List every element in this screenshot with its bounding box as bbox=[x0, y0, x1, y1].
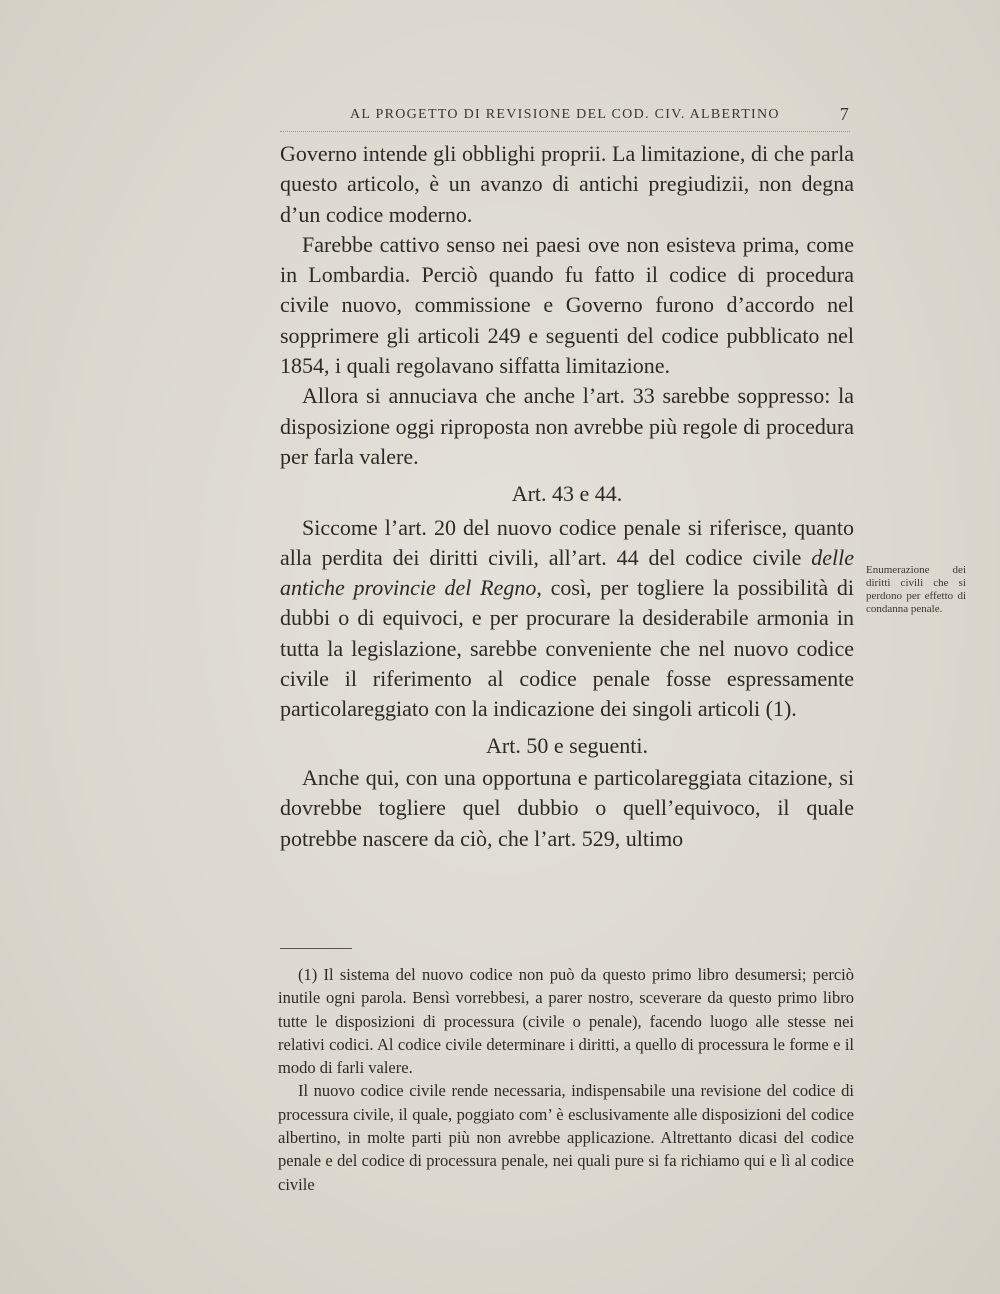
paragraph-2: Farebbe cattivo senso nei paesi ove non esisteva prima, come in Lombardia. Perciò quando fu fatto il codice di procedura civile nuovo, commissione e Governo furono d’accordo nel sopprimere gli articoli 249 e seguenti del codice pubblicato nel 1854, i quali regolavano siffatta limitazione. bbox=[280, 231, 854, 379]
running-header bbox=[278, 104, 850, 130]
footnote-1-continuation: Il nuovo codice civile rende necessaria, indispensabile una revisione del codice di processura civile, il quale, poggiato com’ è esclusivamente alle disposizioni del codice albertino, in molte parti più non avrebbe applicazione. Altrettanto dicasi del codice penale e del codice di processura penale, nei quali pure si fa richiamo qui e lì al codice civile bbox=[278, 1081, 854, 1194]
main-text bbox=[280, 139, 854, 854]
paragraph-4-text-a: Siccome l’art. 20 del nuovo codice penale si riferisce, quanto alla perdita dei diritti civili, all’art. 44 del codice civile bbox=[280, 514, 854, 570]
paragraph-3: Allora si annuciava che anche l’art. 33 sarebbe soppresso: la disposizione oggi riproposta non avrebbe più regole di procedura per farla valere. bbox=[280, 383, 854, 469]
margin-note: Enumerazione dei diritti civili che si perdono per effetto di condanna penale. bbox=[866, 564, 966, 615]
footnote-1: (1) Il sistema del nuovo codice non può da questo primo libro desumersi; perciò inutile ogni parola. Bensì vorrebbesi, a parer nostro, sceverare da questo primo libro tutte le disposizioni di processura (civile o penale), facendo luogo alle stesse nei relativi codici. Al codice civile determinare i diritti, a quello di processura le forme e il modo di farli valere. bbox=[278, 965, 854, 1078]
section-heading-art-43-44: Art. 43 e 44. bbox=[511, 481, 623, 507]
footnotes bbox=[278, 963, 854, 1196]
paragraph-4-italic: delle antiche provincie del Regno bbox=[280, 544, 854, 601]
paragraph-5: Anche qui, con una opportuna e particolareggiata citazione, si dovrebbe togliere quel dubbio o quell’equivoco, il quale potrebbe nascere da ciò, che l’art. 529, ultimo bbox=[280, 764, 854, 851]
paragraph-4 bbox=[280, 513, 854, 725]
page-number: 7 bbox=[839, 104, 850, 124]
running-title: AL PROGETTO DI REVISIONE DEL COD. CIV. ALBERTINO bbox=[350, 107, 780, 122]
paragraph-4-text-b: , così, per togliere la possibilità di dubbi o di equivoci, e per procurare la desiderabile armonia in tutta la legislazione, sarebbe conveniente che nel nuovo codice civile il riferimento al codice penale fosse espressamente particolareggiato con la indicazione dei singoli articoli (1). bbox=[280, 575, 854, 722]
header-rule bbox=[280, 131, 850, 132]
paragraph-1: Governo intende gli obblighi proprii. La limitazione, di che parla questo articolo, è un avanzo di antichi pregiudizii, non degna d’un codice moderno. bbox=[280, 141, 854, 227]
footnote-rule bbox=[280, 948, 352, 949]
section-heading-art-50: Art. 50 e seguenti. bbox=[486, 732, 648, 758]
